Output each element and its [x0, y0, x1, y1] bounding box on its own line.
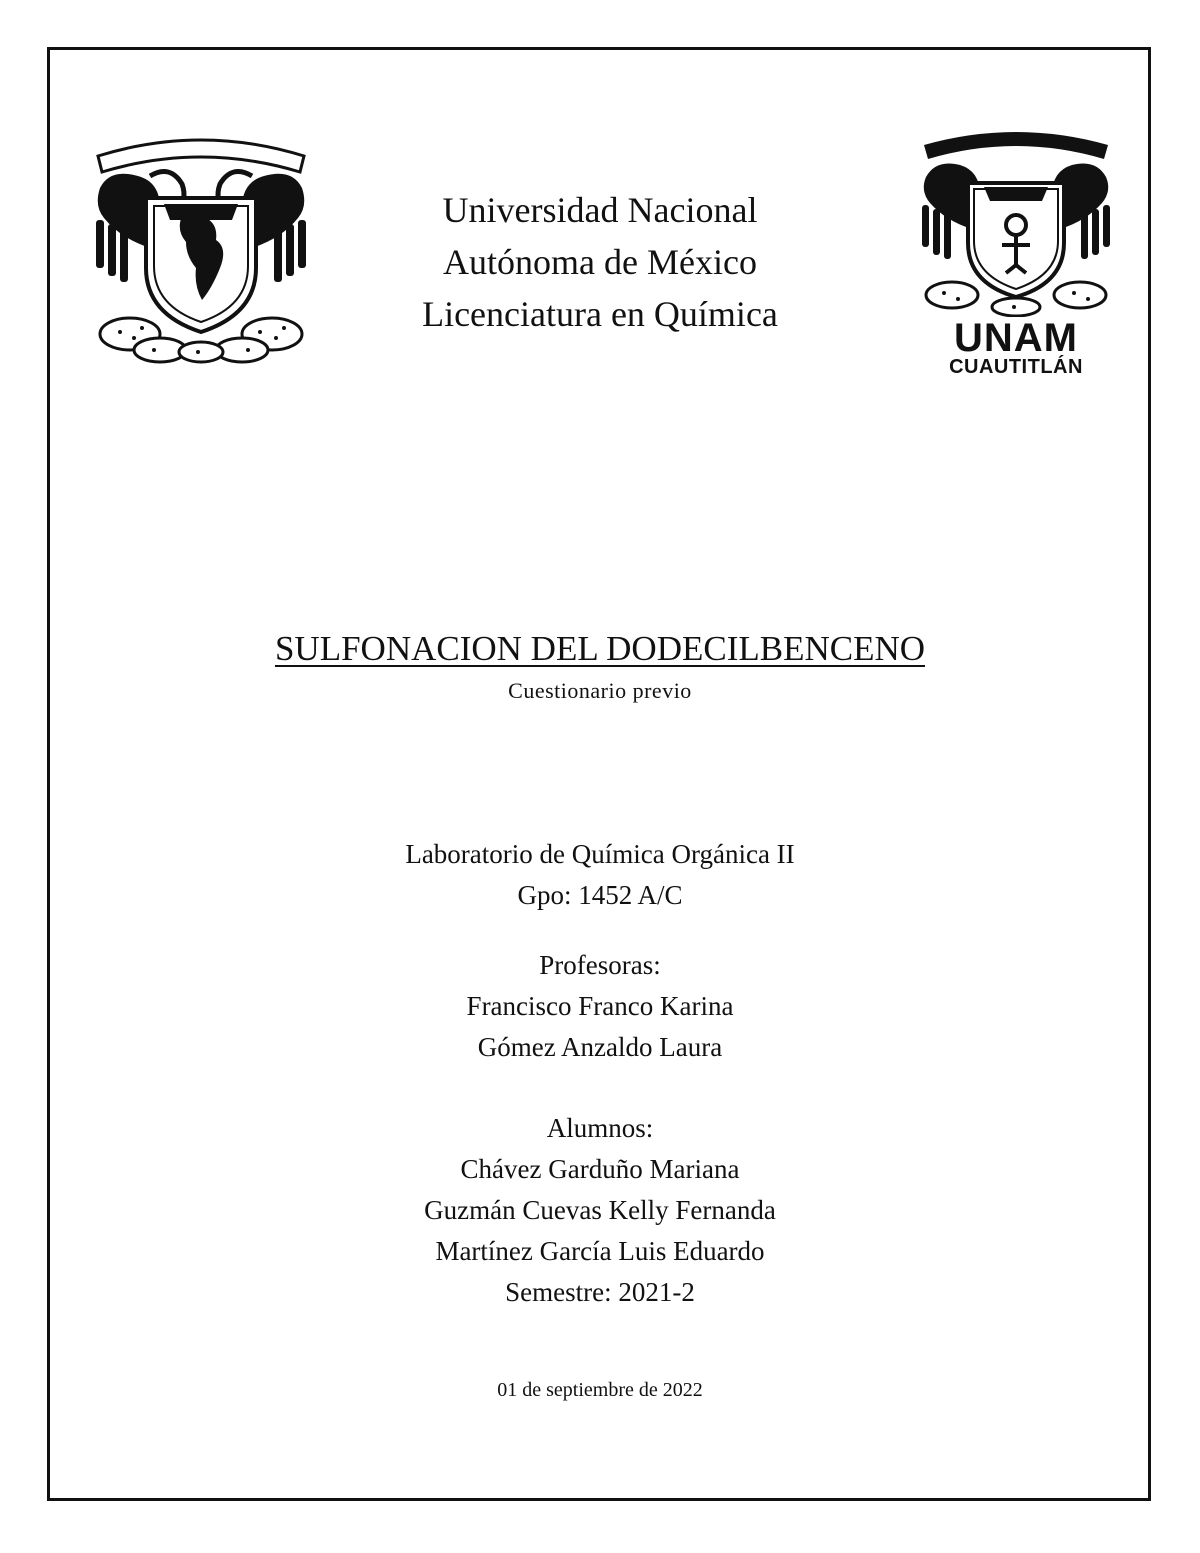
unam-coat-of-arms-icon: [90, 128, 312, 364]
unam-cuautitlan-coat-of-arms-icon: [918, 125, 1114, 317]
students-heading: Alumnos:: [546, 1113, 654, 1143]
institution-header: [340, 184, 860, 340]
document-title: [200, 626, 1000, 672]
lab-name: Laboratorio de Química Orgánica II: [405, 839, 795, 869]
degree-name: Licenciatura en Química: [422, 294, 778, 334]
group-number: Gpo: 1452 A/C: [517, 880, 683, 910]
university-name-line1: Universidad Nacional: [442, 190, 758, 230]
professor-name: Gómez Anzaldo Laura: [477, 1032, 723, 1062]
document-title-text: SULFONACION DEL DODECILBENCENO: [274, 629, 926, 668]
professors-heading: Profesoras:: [539, 950, 661, 980]
document-date: 01 de septiembre de 2022: [497, 1379, 703, 1401]
course-info: [250, 834, 950, 916]
professors-section: [250, 945, 950, 1068]
student-name: Chávez Garduño Mariana: [460, 1154, 740, 1184]
professor-name: Francisco Franco Karina: [466, 991, 734, 1021]
unam-wordmark: UNAM: [954, 316, 1078, 360]
student-name: Martínez García Luis Eduardo: [435, 1236, 765, 1266]
semester: Semestre: 2021-2: [505, 1277, 695, 1307]
students-section: [250, 1108, 950, 1313]
campus-wordmark: CUAUTITLÁN: [949, 356, 1083, 378]
university-name-line2: Autónoma de México: [443, 242, 757, 282]
document-subtitle: Cuestionario previo: [508, 678, 692, 703]
student-name: Guzmán Cuevas Kelly Fernanda: [424, 1195, 776, 1225]
